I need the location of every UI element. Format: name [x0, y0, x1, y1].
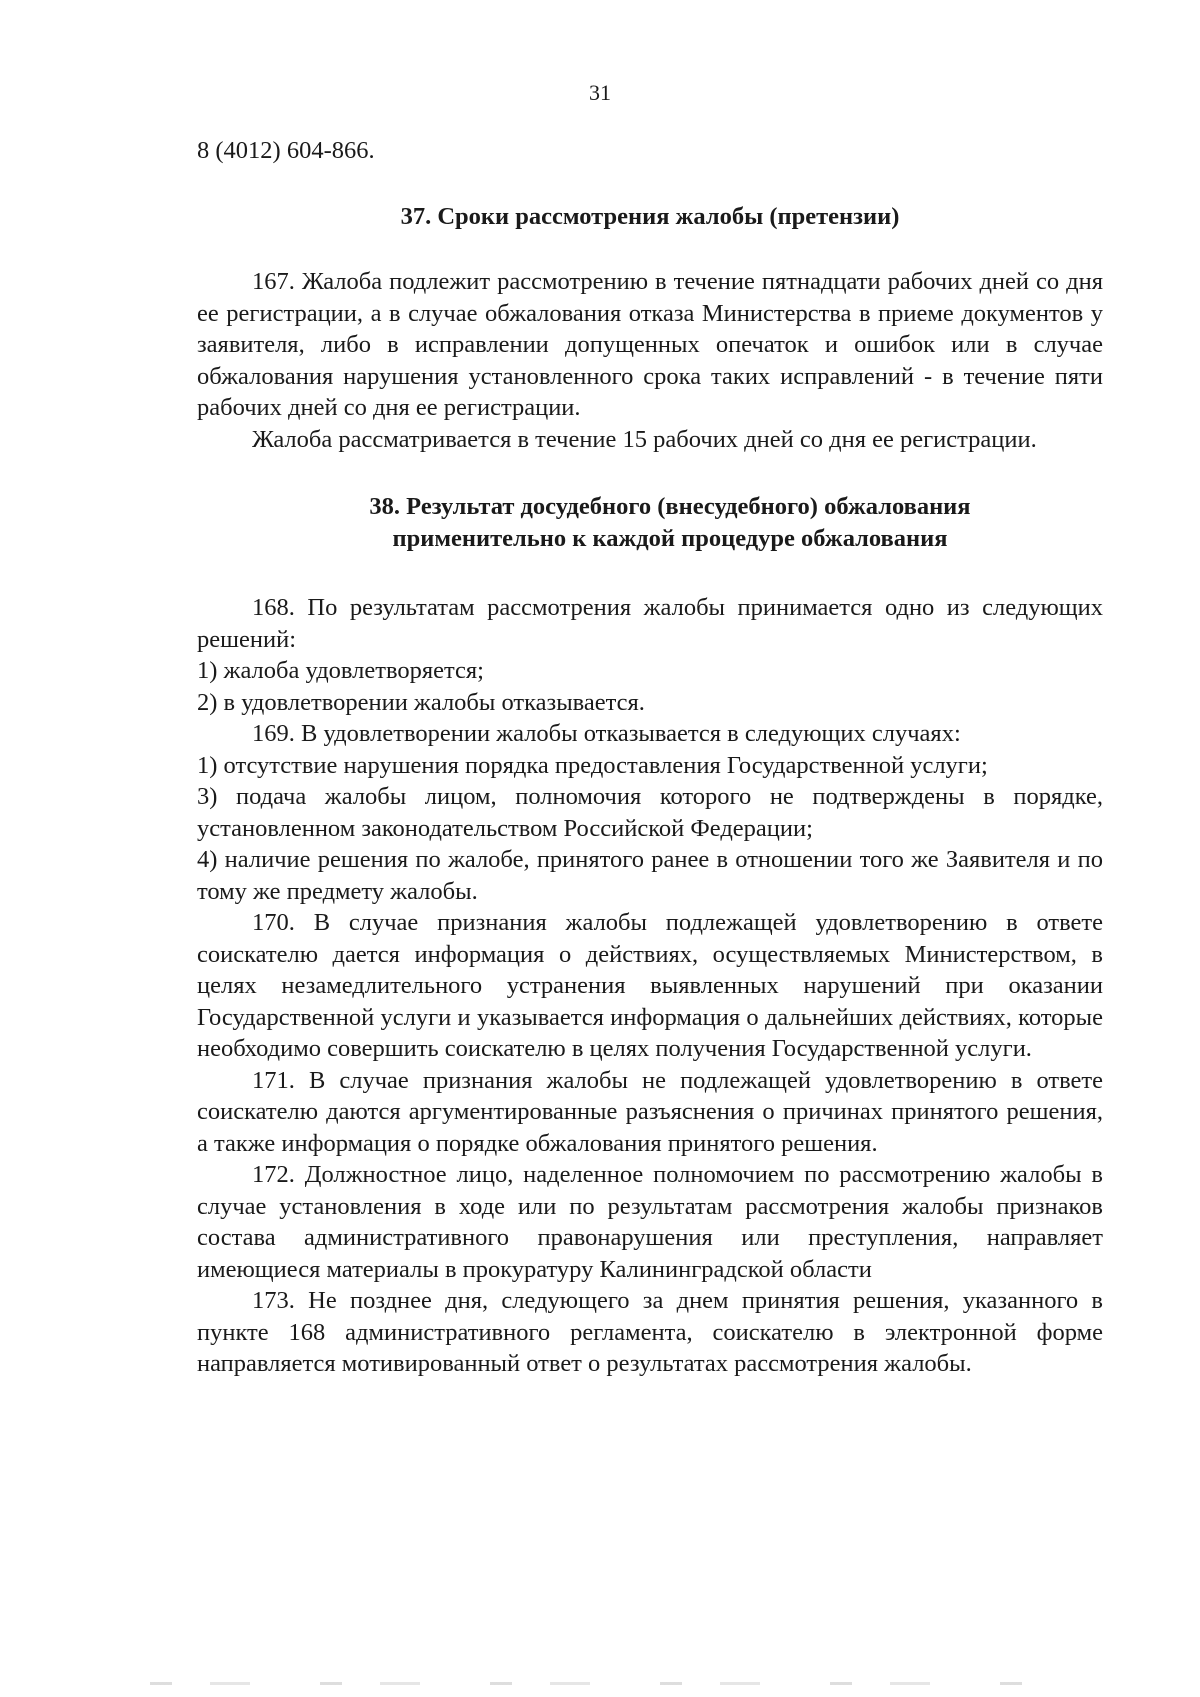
paragraph-169-item-4: 4) наличие решения по жалобе, принятого ранее в отношении того же Заявителя и по тому же предмету жалобы.	[197, 846, 1103, 905]
page-number: 31	[589, 80, 611, 105]
paragraph-173: 173. Не позднее дня, следующего за днем принятия решения, указанного в пункте 168 административного регламента, соискателю в электронной форме направляется мотивированный ответ о результатах рассмотрения жалобы.	[197, 1287, 1103, 1377]
scan-artifact	[150, 1682, 1030, 1685]
paragraph-168-item-1: 1) жалоба удовлетворяется;	[197, 657, 484, 684]
paragraph-168-item-2: 2) в удовлетворении жалобы отказывается.	[197, 688, 645, 716]
section-38-heading-line1: 38. Результат досудебного (внесудебного) обжалования	[369, 493, 971, 520]
paragraph-167: 167. Жалоба подлежит рассмотрению в течение пятнадцати рабочих дней со дня ее регистрации, а в случае обжалования отказа Министерства в приеме документов у заявителя, либо в исправлении допущенных опечаток и ошибок или в случае обжалования нарушения установленного срока таких исправлений - в течение пяти рабочих дней со дня ее регистрации.	[197, 268, 1103, 421]
section-38-heading-line2: применительно к каждой процедуре обжалования	[392, 524, 948, 552]
paragraph-171: 171. В случае признания жалобы не подлежащей удовлетворению в ответе соискателю даются аргументированные разъяснения о причинах принятого решения, а также информация о порядке обжалования принятого решения.	[197, 1066, 1103, 1157]
paragraph-168: 168. По результатам рассмотрения жалобы принимается одно из следующих решений:	[197, 594, 1103, 653]
paragraph-172: 172. Должностное лицо, наделенное полномочием по рассмотрению жалобы в случае установления в ходе или по результатам рассмотрения жалобы признаков состава административного правонарушения или преступления, направляет имеющиеся материалы в прокуратуру Калининградской области	[197, 1161, 1103, 1283]
document-body	[197, 135, 1103, 1380]
paragraph-169-item-1: 1) отсутствие нарушения порядка предоставления Государственной услуги;	[197, 751, 988, 779]
section-37-heading: 37. Сроки рассмотрения жалобы (претензии)	[400, 202, 900, 230]
paragraph-167b: Жалоба рассматривается в течение 15 рабочих дней со дня ее регистрации.	[252, 425, 1037, 453]
paragraph-169: 169. В удовлетворении жалобы отказывается в следующих случаях:	[252, 720, 961, 747]
section-38-heading	[197, 491, 1103, 554]
paragraph-170: 170. В случае признания жалобы подлежащей удовлетворению в ответе соискателю дается информация о действиях, осуществляемых Министерством, в целях незамедлительного устранения выявленных нарушений при оказании Государственной услуги и указывается информация о дальнейших действиях, которые необходимо совершить соискателю в целях получения Государственной услуги.	[197, 909, 1103, 1062]
phone-line: 8 (4012) 604-866.	[197, 137, 375, 164]
paragraph-169-item-3: 3) подача жалобы лицом, полномочия которого не подтверждены в порядке, установленном законодательством Российской Федерации;	[197, 783, 1103, 842]
